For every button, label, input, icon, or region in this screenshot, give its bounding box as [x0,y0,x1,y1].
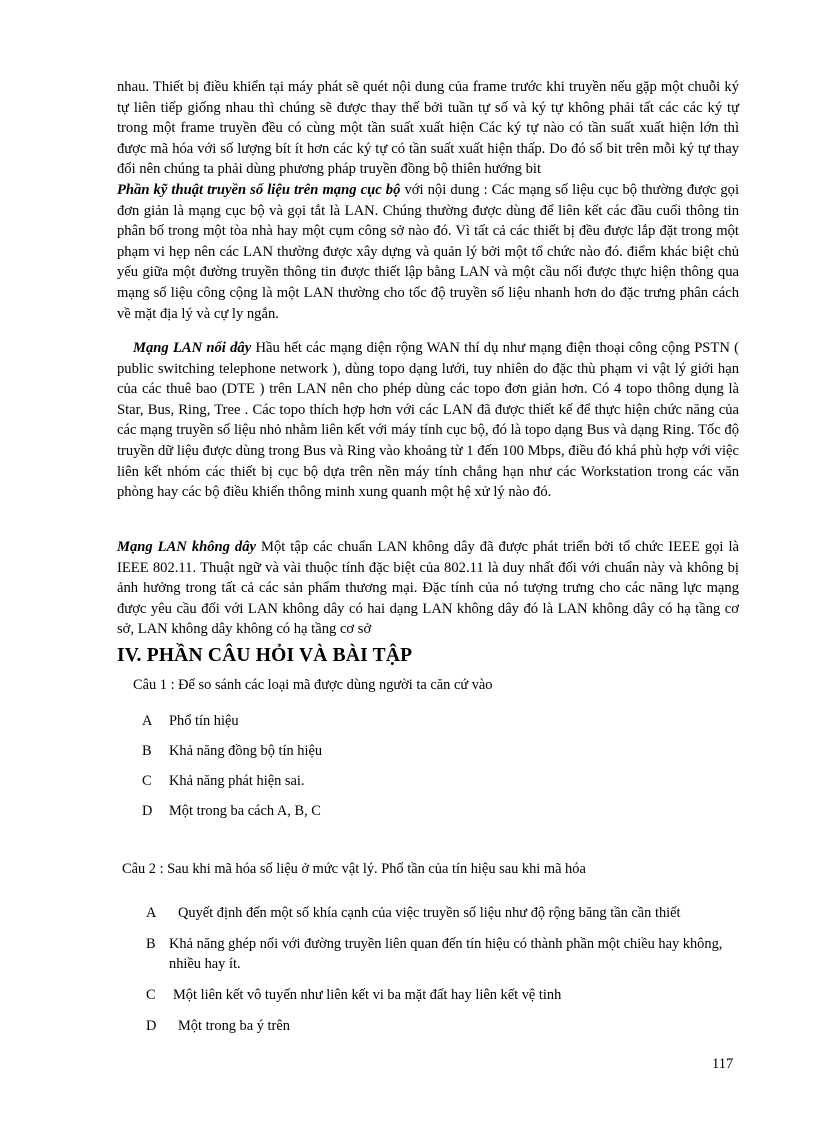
q1-option-d-letter: D [142,803,153,819]
q1-option-d [142,801,702,821]
q1-option-d-text: Một trong ba cách A, B, C [169,803,321,819]
q2-option-b [146,934,751,974]
paragraph-lan-technique-title: Phần kỹ thuật truyền số liệu trên mạng cục bộ [117,182,401,198]
q1-option-c-text: Khả năng phát hiện sai. [169,773,305,789]
q2-option-b-text: Khả năng ghép nối với đường truyền liên quan đến tín hiệu có thành phần một chiều hay không, nhiều hay ít. [169,936,723,972]
q1-option-c [142,771,702,791]
q2-option-a [146,903,746,923]
paragraph-wireless-lan-body: Một tập các chuẩn LAN không dây đã được phát triển bởi tổ chức IEEE gọi là IEEE 802.11. Thuật ngữ và vài thuộc tính đặc biệt của 802.11 là duy nhất đối với chuẩn này và không bị ảnh hưởng trong tất cả các sản phẩm thương mại. Đặc tính của nó tượng trưng cho các năng lực mạng được yêu cầu đối với LAN không dây có hai dạng LAN không dây đó là LAN không dây có hạ tầng cơ sở, LAN không dây không có hạ tầng cơ sở [117,539,739,638]
q1-option-b-letter: B [142,743,152,759]
paragraph-continuation: nhau. Thiết bị điều khiển tại máy phát sẽ quét nội dung của frame trước khi truyền nếu gặp một chuỗi ký tự liên tiếp giống nhau thì chúng sẽ được thay thế bởi tuần tự số và ký tự không phải tất các các ký tự trong một frame truyền đều có cùng một tần suất xuất hiện Các ký tự nào có tần suất xuất hiện lớn thì được mã hóa với số lượng bít ít hơn các ký tự có tần suất xuất hiện thấp. Do đó số bit trên mỗi ký tự thay đổi nên chúng ta phải dùng phương pháp truyền đồng bộ thiên hướng bit [117,79,739,178]
q1-option-b [142,741,702,761]
page-number: 117 [712,1056,734,1072]
q1-option-b-text: Khả năng đồng bộ tín hiệu [169,743,323,759]
paragraph-wired-lan-body: Hầu hết các mạng diện rộng WAN thí dụ như mạng điện thoại công cộng PSTN ( public switching telephone network ), dùng topo dạng lưới, tuy nhiên do đặc thù phạm vi vật lý giới hạn của các thuê bao (DTE ) trên LAN nên cho phép dùng các topo đơn giản hơn. Có 4 topo thông dụng là Star, Bus, Ring, Tree . Các topo thích hợp hơn với các LAN đã được thiết kế để thực hiện chức năng của các mạng truyền số liệu nhỏ nhằm liên kết với máy tính cục bộ, đó là topo dạng Bus và dạng Ring. Tốc độ truyền dữ liệu được dùng trong Bus và Ring vào khoảng từ 1 đến 100 Mbps, điều đó khá phù hợp với việc liên kết nhóm các thiết bị cục bộ dựa trên nền máy tính chẳng hạn như các Workstation trong các văn phòng hay các bộ điều khiển thông minh xung quanh một hệ xử lý nào đó. [117,340,739,501]
q2-option-d-text: Một trong ba ý trên [178,1018,290,1034]
question-2: Câu 2 : Sau khi mã hóa số liệu ở mức vật lý. Phổ tần của tín hiệu sau khi mã hóa [122,861,586,877]
q2-option-c-text: Một liên kết vô tuyến như liên kết vi ba mặt đất hay liên kết vệ tinh [173,987,562,1003]
q2-option-d-letter: D [146,1018,157,1034]
q1-option-a-letter: A [142,713,153,729]
paragraph-wireless-lan-title: Mạng LAN không dây [117,539,256,555]
q2-option-b-letter: B [146,936,156,952]
section-heading: IV. PHẦN CÂU HỎI VÀ BÀI TẬP [117,645,413,666]
paragraph-wired-lan [117,338,739,503]
q1-option-a [142,711,702,731]
q1-option-a-text: Phổ tín hiệu [169,713,239,729]
q2-option-a-letter: A [146,905,157,921]
q2-option-a-text: Quyết định đến một số khía cạnh của việc truyền số liệu như độ rộng băng tần cần thiết [178,905,681,921]
q2-option-c [146,985,746,1005]
paragraph-lan-technique [117,180,739,324]
paragraph-wired-lan-title: Mạng LAN nối dây [133,340,252,356]
paragraph-wireless-lan [117,537,739,640]
q2-option-c-letter: C [146,987,156,1003]
paragraph-lan-technique-body: với nội dung : Các mạng số liệu cục bộ thường được gọi đơn giản là mạng cục bộ và gọi tắt là LAN. Chúng thường được dùng để liên kết các đầu cuối thông tin phân bố trong một tòa nhà hay một cụm công sở nào đó. Vì tất cả các thiết bị đều được lắp đặt trong một phạm vi hẹp nên các LAN thường được xây dựng và quản lý bởi một tổ chức nào đó. điểm khác biệt chủ yếu giữa một đường truyền thông tin được thiết lập bằng LAN và một cầu nối được thực hiện thông qua mạng số liệu công cộng là một LAN thường cho tốc độ truyền số liệu nhanh hơn do đặc trưng phân cách về mặt địa lý và cự ly ngắn. [117,182,740,322]
question-1: Câu 1 : Để so sánh các loại mã được dùng người ta căn cứ vào [133,677,493,693]
q1-option-c-letter: C [142,773,152,789]
q2-option-d [146,1016,746,1036]
